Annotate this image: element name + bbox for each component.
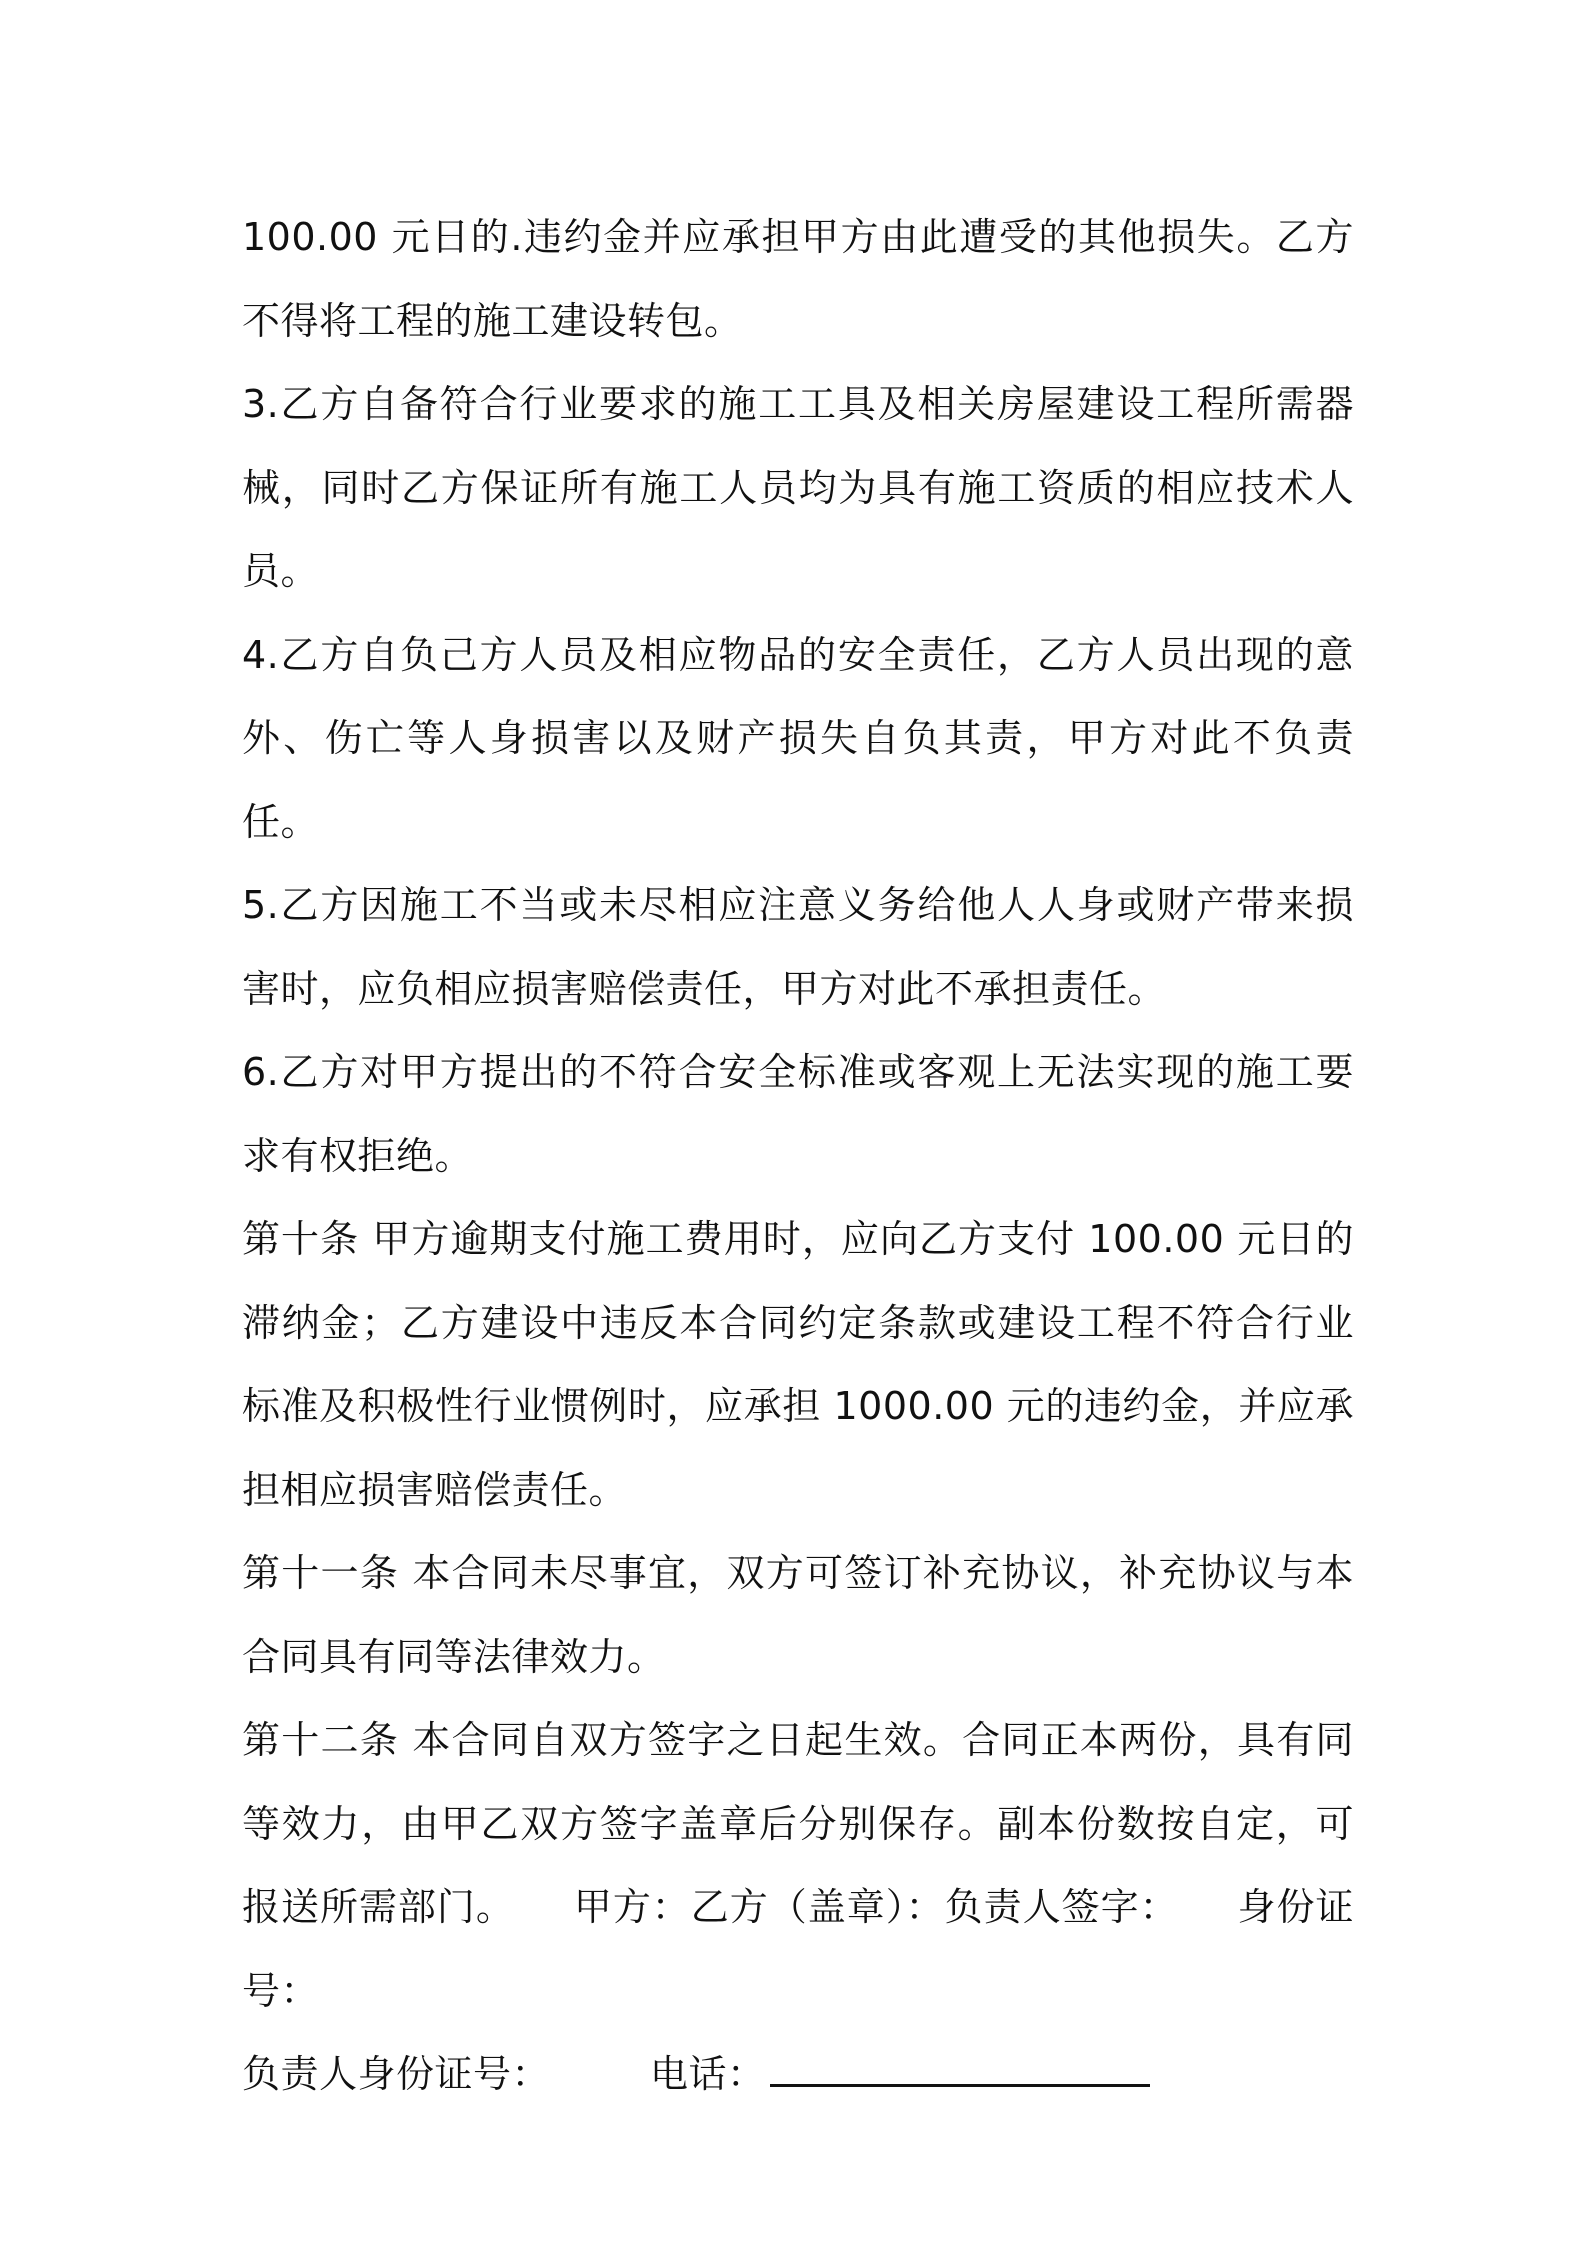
document-body (242, 196, 1354, 2117)
paragraph-clause-6: 6.乙方对甲方提出的不符合安全标准或客观上无法实现的施工要求有权拒绝。 (242, 1050, 1354, 1178)
paragraph-article-10: 第十条 甲方逾期支付施工费用时，应向乙方支付 100.00 元日的滞纳金；乙方建设中违反本合同约定条款或建设工程不符合行业标准及积极性行业惯例时，应承担 1000.00 元的违约金，并应承担相应损害赔偿责任。 (242, 1217, 1354, 1512)
id-number-label: 负责人身份证号： (242, 2052, 551, 2096)
paragraph-clause-3: 3.乙方自备符合行业要求的施工工具及相关房屋建设工程所需器械，同时乙方保证所有施工人员均为具有施工资质的相应技术人员。 (242, 382, 1354, 593)
phone-blank-field (770, 2046, 1150, 2087)
paragraph-article-12: 第十二条 本合同自双方签字之日起生效。合同正本两份，具有同等效力，由甲乙双方签字盖章后分别保存。副本份数按自定，可报送所需部门。 甲方：乙方（盖章）：负责人签字： 身份证号： (242, 1718, 1354, 2013)
signature-line (242, 2033, 1354, 2117)
paragraph-penalty-continuation: 100.00 元日的.违约金并应承担甲方由此遭受的其他损失。乙方不得将工程的施工建设转包。 (242, 215, 1354, 343)
paragraph-clause-5: 5.乙方因施工不当或未尽相应注意义务给他人人身或财产带来损害时，应负相应损害赔偿责任，甲方对此不承担责任。 (242, 883, 1354, 1011)
paragraph-clause-4: 4.乙方自负己方人员及相应物品的安全责任，乙方人员出现的意外、伤亡等人身损害以及财产损失自负其责，甲方对此不负责任。 (242, 632, 1354, 844)
phone-label: 电话： (650, 2052, 766, 2096)
paragraph-article-11: 第十一条 本合同未尽事宜，双方可签订补充协议，补充协议与本合同具有同等法律效力。 (242, 1551, 1354, 1679)
